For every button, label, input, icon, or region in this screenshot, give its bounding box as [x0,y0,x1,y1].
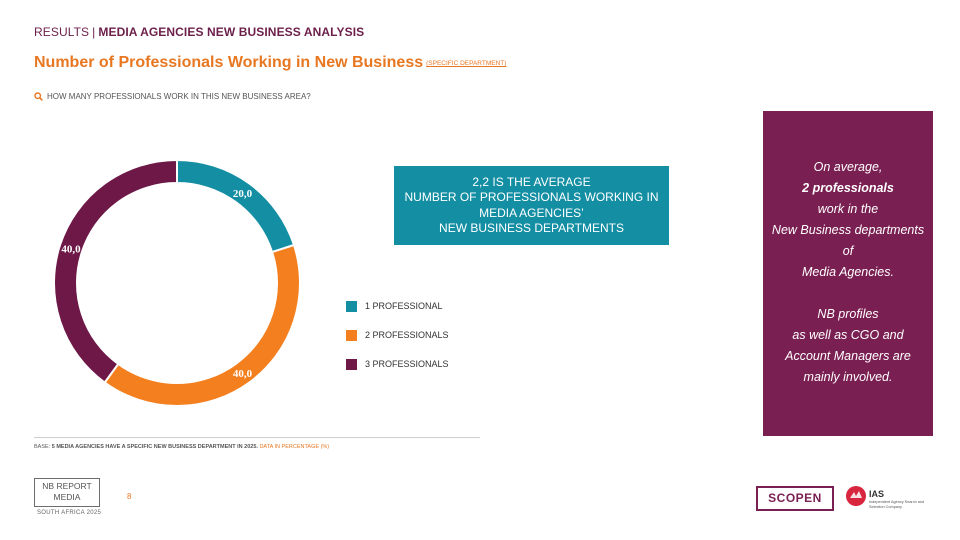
page-number: 8 [127,492,132,501]
insight-line: mainly involved. [803,370,893,384]
stat-line: NEW BUSINESS DEPARTMENTS [439,221,624,235]
base-note [34,444,329,450]
header-separator: | [92,25,96,39]
slide-title: Number of Professionals Working in New Business [34,54,424,71]
donut-chart [40,148,316,418]
legend-item [346,356,449,372]
slide-title-note: (SPECIFIC DEPARTMENT) [426,60,507,67]
footer-divider [34,437,480,438]
legend-label: 1 PROFESSIONAL [365,301,443,311]
insight-spacer [763,283,933,304]
donut-slice [54,160,177,383]
insight-line: Account Managers are [785,349,911,363]
slice-data-label: 20,0 [232,187,253,200]
stat-line: 2,2 IS THE AVERAGE [472,174,591,189]
nb-report-logo [34,478,100,507]
insight-line: New Business departments [771,223,925,237]
legend-label: 3 PROFESSIONALS [365,359,449,369]
insight-line: work in the [817,202,879,216]
logo-line: MEDIA [53,492,81,502]
insight-line: 2 professionals [802,181,894,195]
question-text: HOW MANY PROFESSIONALS WORK IN THIS NEW BUSINESS AREA? [47,92,311,101]
slice-data-label: 40,0 [232,368,253,381]
legend-swatch [346,330,357,341]
insight-line: as well as CGO and [792,328,904,342]
scopen-logo: SCOPEN [756,486,834,511]
base-label: BASE: [34,444,51,450]
search-icon [34,92,43,101]
logo-subtitle: SOUTH AFRICA 2025 [37,510,102,516]
insight-line: Media Agencies. [802,265,894,279]
donut-slice [105,245,300,406]
section-header [34,25,364,39]
insight-box [763,111,933,436]
legend-item [346,327,449,343]
results-label: RESULTS [34,25,90,39]
legend-label: 2 PROFESSIONALS [365,330,449,340]
section-title: MEDIA AGENCIES NEW BUSINESS ANALYSIS [98,25,365,39]
legend-swatch [346,359,357,370]
ias-emblem-icon [845,485,867,507]
chart-legend [346,298,449,385]
legend-swatch [346,301,357,312]
page-title [34,54,506,72]
stat-line: MEDIA AGENCIES’ [479,205,584,220]
insight-line: On average, [813,160,883,174]
ias-logo: IAS [869,489,885,499]
slice-data-label: 40,0 [61,243,81,256]
average-stat-box [394,166,669,245]
insight-line: NB profiles [817,307,879,321]
base-text: 5 MEDIA AGENCIES HAVE A SPECIFIC NEW BUSINESS DEPARTMENT IN 2025. [51,444,258,450]
stat-line: NUMBER OF PROFESSIONALS WORKING IN [404,190,659,204]
insight-line: of [842,244,854,258]
logo-line: NB REPORT [42,481,92,491]
donut-slice [177,160,294,252]
data-unit-note: DATA IN PERCENTAGE (%) [259,444,330,450]
survey-question [34,92,311,101]
legend-item [346,298,449,314]
ias-tagline: Independent Agency Search and Selection Company [869,500,925,509]
